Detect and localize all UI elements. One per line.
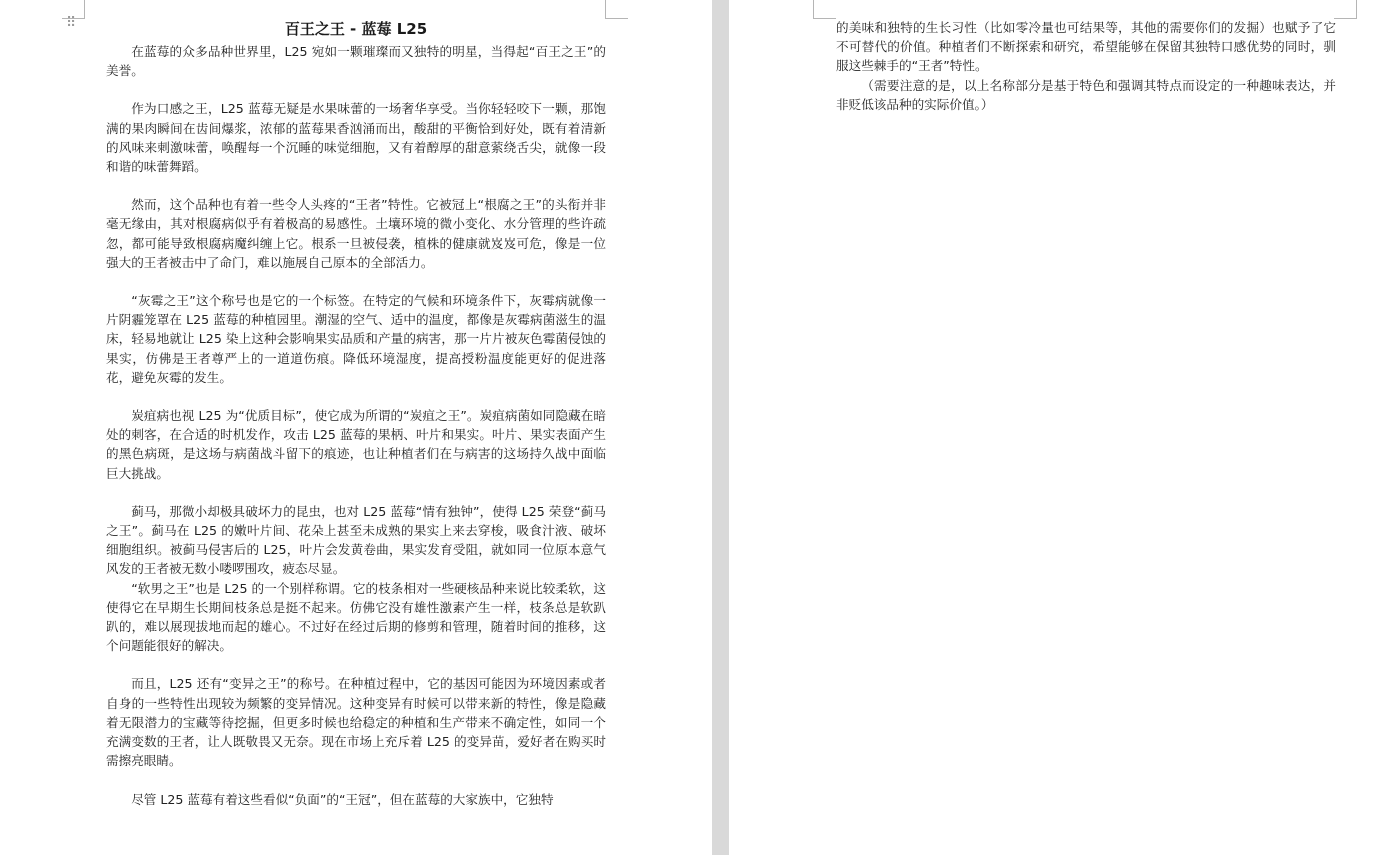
paragraph[interactable]: “软男之王”也是 L25 的一个别样称谓。它的枝条相对一些硬核品种来说比较柔软，这使得它在早期生长期间枝条总是挺不起来。仿佛它没有雄性激素产生一样，枝条总是软趴趴的，难以展现拔地而起的雄心。不过好在经过后期的修剪和管理，随着时间的推移，这个问题能很好的解决。 bbox=[106, 580, 606, 654]
paragraph[interactable]: 尽管 L25 蓝莓有着这些看似“负面”的“王冠”，但在蓝莓的大家族中，它独特 bbox=[131, 791, 554, 807]
paragraph[interactable]: 然而，这个品种也有着一些令人头疼的“王者”特性。它被冠上“根腐之王”的头衔并非毫无缘由，其对根腐病似乎有着极高的易感性。土壤环境的微小变化、水分管理的些许疏忽，都可能导致根腐病魔纠缠上它。根系一旦被侵袭，植株的健康就岌岌可危，像是一位强大的王者被击中了命门，难以施展自己原本的全部活力。 bbox=[106, 197, 606, 270]
paragraph-note[interactable]: （需要注意的是，以上名称部分是基于特色和强调其特点而设定的一种趣味表达，并非贬低该品种的实际价值。） bbox=[836, 77, 1336, 112]
margin-corner-mark bbox=[605, 0, 628, 19]
paragraph[interactable]: 炭疽病也视 L25 为“优质目标”，使它成为所谓的“炭疽之王”。炭疽病菌如同隐藏在暗处的刺客，在合适的时机发作，攻击 L25 蓝莓的果柄、叶片和果实。叶片、果实表面产生的黑色病斑，是这场与病菌战斗留下的痕迹，也让种植者们在与病害的这场持久战中面临巨大挑战。 bbox=[106, 408, 606, 481]
paragraph[interactable]: “灰霉之王”这个称号也是它的一个标签。在特定的气候和环境条件下，灰霉病就像一片阴霾笼罩在 L25 蓝莓的种植园里。潮湿的空气、适中的温度，都像是灰霉病菌滋生的温床，轻易地就让 L25 染上这种会影响果实品质和产量的病害，那一片片被灰色霉菌侵蚀的果实，仿佛是王者尊严上的一道道伤痕。降低环境湿度，提高授粉温度能更好的促进落花，避免灰霉的发生。 bbox=[106, 293, 606, 385]
page-1-body[interactable] bbox=[106, 42, 606, 828]
margin-corner-mark bbox=[1334, 0, 1357, 19]
paragraph[interactable]: 而且，L25 还有“变异之王”的称号。在种植过程中，它的基因可能因为环境因素或者自身的一些特性出现较为频繁的变异情况。这种变异有时候可以带来新的特性，像是隐藏着无限潜力的宝藏等待挖掘，但更多时候也给稳定的种植和生产带来不确定性，如同一个充满变数的王者，让人既敬畏又无奈。现在市场上充斥着 L25 的变异苗，爱好者在购买时需擦亮眼睛。 bbox=[106, 676, 606, 769]
page-gap bbox=[712, 0, 729, 855]
margin-corner-mark bbox=[813, 0, 836, 19]
paragraph[interactable]: 在蓝莓的众多品种世界里，L25 宛如一颗璀璨而又独特的明星，当得起“百王之王”的美誉。 bbox=[106, 44, 606, 79]
document-page-2 bbox=[729, 0, 1389, 855]
paragraph-continued[interactable]: 的美味和独特的生长习性（比如零冷量也可结果等，其他的需要你们的发掘）也赋予了它不可替代的价值。种植者们不断探索和研究，希望能够在保留其独特口感优势的同时，驯服这些棘手的“王者”特性。 bbox=[836, 20, 1336, 74]
document-title[interactable]: 百王之王 - 蓝莓 L25 bbox=[284, 20, 428, 38]
paragraph[interactable]: 蓟马，那微小却极具破坏力的昆虫，也对 L25 蓝莓“情有独钟”，使得 L25 荣登“蓟马之王”。蓟马在 L25 的嫩叶片间、花朵上甚至未成熟的果实上来去穿梭，吸食汁液、破坏细胞组织。被蓟马侵害后的 L25，叶片会发黄卷曲，果实发育受阻，就如同一位原本意气风发的王者被无数小喽啰围攻，疲态尽显。 bbox=[106, 503, 606, 577]
page-2-body[interactable] bbox=[836, 18, 1336, 114]
paragraph[interactable]: 作为口感之王，L25 蓝莓无疑是水果味蕾的一场奢华享受。当你轻轻咬下一颗，那饱满的果肉瞬间在齿间爆浆，浓郁的蓝莓果香汹涌而出，酸甜的平衡恰到好处，既有着清新的风味来刺激味蕾，唤醒每一个沉睡的味觉细胞，又有着醇厚的甜意萦绕舌尖，就像一段和谐的味蕾舞蹈。 bbox=[106, 101, 606, 175]
drag-handle-icon[interactable]: ⠿ bbox=[66, 15, 78, 31]
